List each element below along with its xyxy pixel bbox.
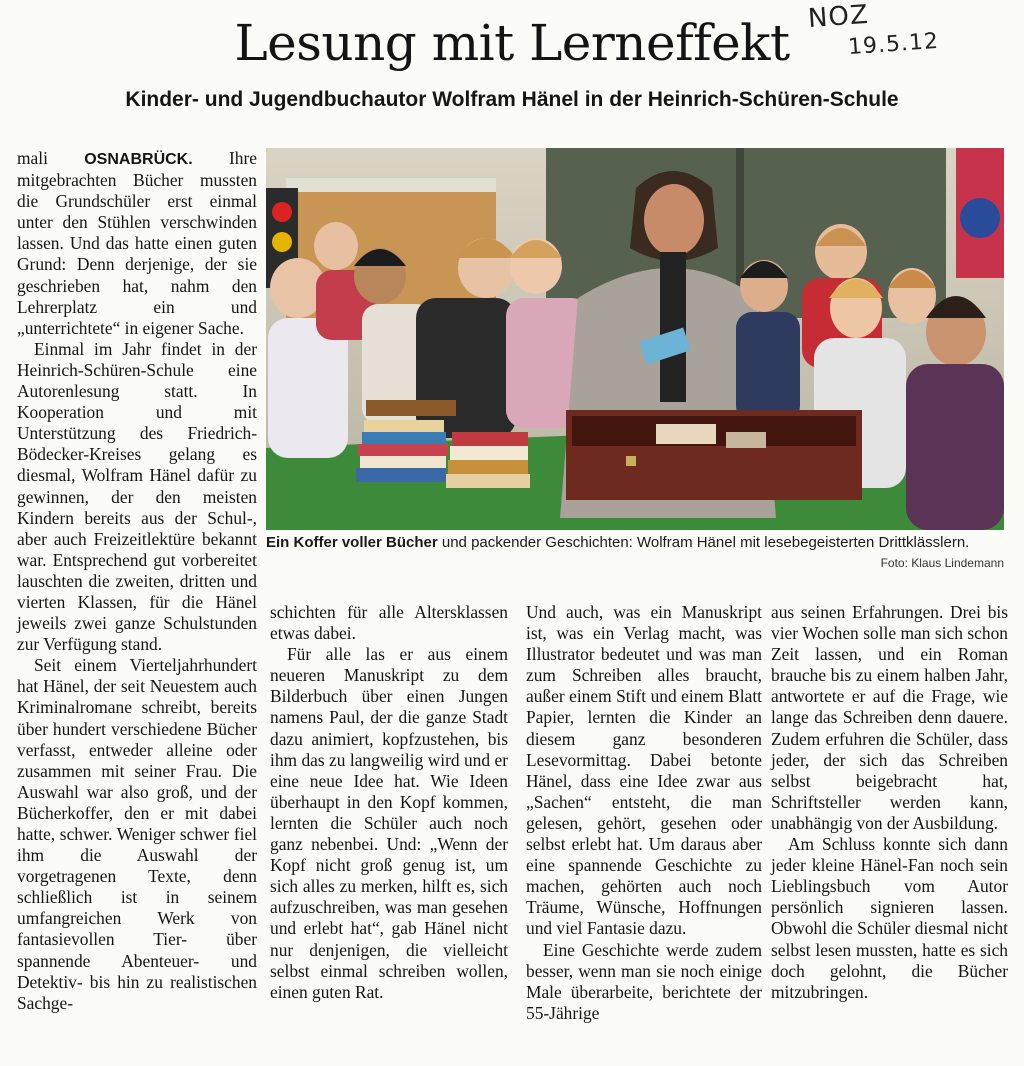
photo-illustration — [266, 148, 1004, 530]
paragraph: schichten für alle Altersklassen etwas dabei. — [270, 602, 508, 644]
dateline: OSNABRÜCK. — [84, 151, 193, 168]
photo-credit: Foto: Klaus Lindemann — [880, 556, 1004, 570]
paragraph: Am Schluss konnte sich dann jeder kleine Hänel-Fan noch sein Lieblingsbuch vom Autor persönlich signieren lassen. Obwohl die Schüler diesmal nicht selbst lesen mussten, hatte es sich doch gelohnt, die Bücher mitzubringen. — [771, 834, 1008, 1002]
paragraph: mali OSNABRÜCK. Ihre mitgebrachten Bücher mussten die Grundschüler erst einmal unter den Stühlen verschwinden lassen. Und das hatte einen guten Grund: Denn derjenige, der sie geschrieben hat, nahm den Lehrerplatz ein und „unterrichtete“ in eigener Sache. — [17, 148, 257, 338]
caption-text: und packender Geschichten: Wolfram Hänel mit lesebegeisterten Drittklässlern. — [441, 534, 970, 551]
article-photo — [266, 148, 1004, 530]
subheadline: Kinder- und Jugendbuchautor Wolfram Hänel in der Heinrich-Schüren-Schule — [125, 88, 899, 111]
paragraph: Seit einem Vierteljahrhundert hat Hänel, der seit Neuestem auch Kriminalromane schreibt, bereits über hundert verschiedene Bücher verfasst, entweder alleine oder zusammen mit seiner Frau. Die Auswahl war also groß, und der Bücherkoffer, den er mit dabei hatte, schwer. Weniger schwer fiel ihm die Auswahl der vorgetragenen Texte, denn schließlich ist in seinem umfangreichen Werk von fantasievollen Tier- über spannende Abenteuer- und Detektiv- bis hin zu realistischen Sachge- — [17, 655, 257, 1013]
paragraph: Und auch, was ein Manuskript ist, was ein Verlag macht, was Illustrator bedeutet und was man zum Schreiben alles braucht, außer einem Stift und einem Blatt Papier, lernten die Kinder an diesem ganz besonderen Lesevormittag. Dabei betonte Hänel, dass eine Idee zwar aus „Sachen“ entsteht, die man gelesen, gehört, gesehen oder selbst erlebt hat. Um daraus aber eine spannende Geschichte zu machen, gehörten auch noch Träume, Wünsche, Hoffnungen und viel Fantasie dazu. — [526, 602, 762, 939]
text-column-1 — [17, 148, 257, 1014]
author-initials: mali — [17, 148, 48, 168]
handwritten-code: NOZ — [807, 0, 870, 35]
paragraph: Einmal im Jahr findet in der Heinrich-Schüren-Schule eine Autorenlesung statt. In Kooperation und mit Unterstützung des Friedrich-Bödecker-Kreises gelang es diesmal, Wolfram Hänel dafür zu gewinnen, der den meisten Kindern bereits aus der Schul-, aber auch Freizeitlektüre bekannt war. Entsprechend gut vorbereitet lauschten die zweiten, dritten und vierten Klassen, für die Hänel jeweils zwei ganze Schulstunden zur Verfügung stand. — [17, 338, 257, 655]
paragraph: Eine Geschichte werde zudem besser, wenn man sie noch einige Male überarbeite, berichtete der 55-Jährige — [526, 939, 762, 1023]
paragraph: Für alle las er aus einem neueren Manuskript zu dem Bilderbuch über einen Jungen namens Paul, der die ganze Stadt dazu animiert, kopfzustehen, bis ihm das zu langweilig wird und er eine neue Idee hat. Wie Ideen überhaupt in den Kopf kommen, lernten die Schüler auch noch ganz nebenbei. Und: „Wenn der Kopf nicht groß genug ist, um sich alles zu merken, hilft es, sich aufzuschreiben, was man gesehen und erlebt hat“, gab Hänel nicht nur denjenigen, die vielleicht selbst einmal schreiben wollen, einen guten Rat. — [270, 644, 508, 1002]
text-column-3 — [526, 602, 762, 1024]
caption-lead: Ein Koffer voller Bücher — [266, 534, 438, 551]
text-column-2 — [270, 602, 508, 1003]
photo-caption — [266, 533, 1006, 552]
handwritten-date: 19.5.12 — [847, 28, 940, 61]
headline: Lesung mit Lerneffekt — [234, 14, 790, 72]
text-column-4 — [771, 602, 1008, 1003]
paragraph: aus seinen Erfahrungen. Drei bis vier Wochen solle man sich schon Zeit lassen, und ein Roman brauche bis zu einem halben Jahr, antwortete er auf die Frage, wie lange das Schreiben denn dauere. Zudem erfuhren die Schüler, dass jeder, der sich das Schreiben selbst beigebracht hat, Schriftsteller werden kann, unabhängig von der Ausbildung. — [771, 602, 1008, 833]
